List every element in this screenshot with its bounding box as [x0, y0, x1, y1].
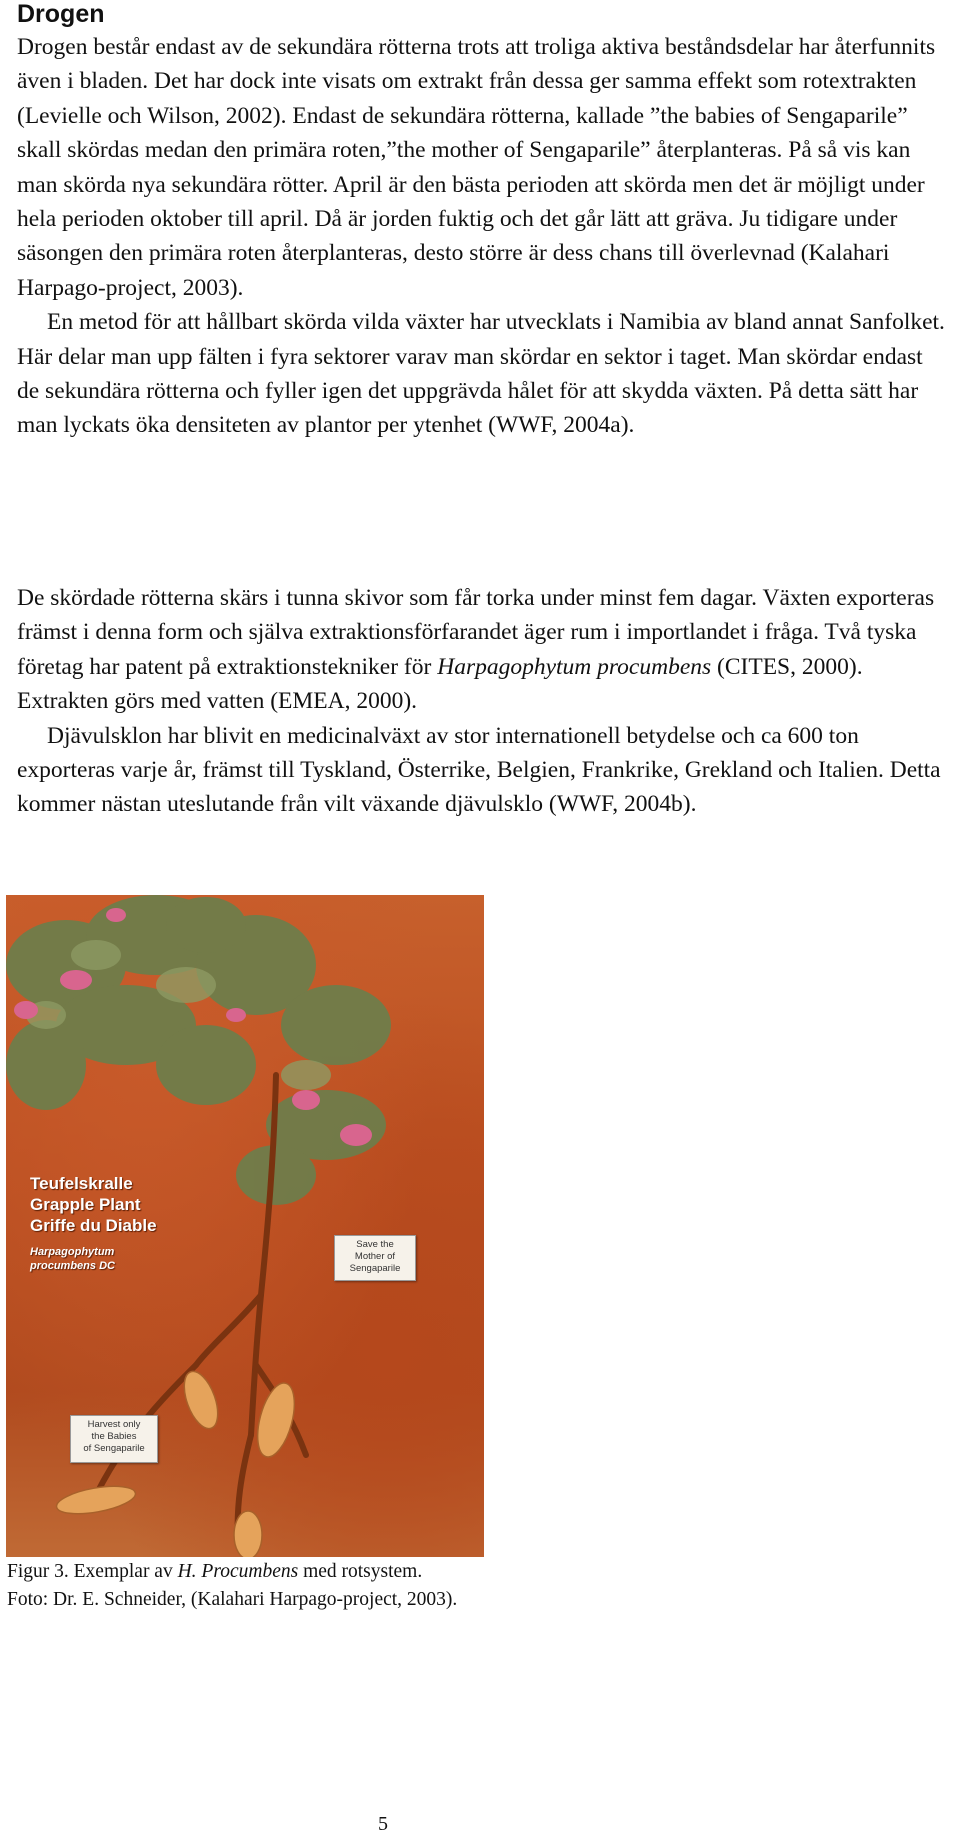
paragraph-text: En metod för att hållbart skörda vilda växter har utvecklats i Namibia av bland annat Sanfolket. Här delar man upp fälten i fyra sektorer varav man skördar en sektor i taget. Man skördar endast de sekundära rötterna och fyller igen det uppgrävda hålet för att skydda växten. På detta sätt har man lyckats öka densiteten av plantor per ytenhet (WWF, 2004a). — [17, 309, 945, 439]
plant-photo — [6, 895, 484, 1557]
caption-line-2: Foto: Dr. E. Schneider, (Kalahari Harpago-project, 2003). — [7, 1589, 458, 1610]
page-number: 5 — [378, 1813, 388, 1835]
caption-species: H. Procumbens — [177, 1561, 299, 1582]
latin-name: Harpagophytum procumbens DC — [30, 1246, 115, 1272]
species-name: Harpagophytum procumbens — [437, 653, 712, 680]
paragraph-text: Drogen består endast av de sekundära rötterna trots att troliga aktiva beståndsdelar har återfunnits även i bladen. Det har dock inte visats om extrakt från dessa ger samma effekt som rotextrakten (Levielle och Wilson, 2002). Endast de sekundära rötterna, kallade ”the babies of Sengaparile” skall skördas medan den primära roten,”the mother of Sengaparile” återplanteras. På så vis kan man skörda nya sekundära rötter. April är den bästa perioden att skörda men det är möjligt under hela perioden oktober till april. Då är jorden fuktig och det går lätt att gräva. Ju tidigare under säsongen den primära roten återplanteras, desto större är dess chans till överlevnad (Kalahari Harpago-project, 2003). — [17, 34, 936, 301]
foliage — [6, 895, 391, 1205]
figure-caption — [7, 1558, 907, 1614]
root-system — [96, 1075, 306, 1545]
paragraph-processing — [17, 581, 947, 822]
tag-harvest-babies: Harvest only the Babies of Sengaparile — [70, 1415, 158, 1463]
paragraph-text: De skördade rötterna skärs i tunna skivor som får torka under minst fem dagar. Växten exporteras främst i denna form och själva extraktionsförfarandet äger rum i importlandet i fråga. Två tyska företag har patent på extraktionstekniker för — [17, 585, 935, 680]
paragraph-text: (CITES, 2000). Extrakten görs med vatten (EMEA, 2000). — [17, 653, 863, 715]
tag-save-mother: Save the Mother of Sengaparile — [334, 1235, 416, 1281]
caption-line-1: Figur 3. Exemplar av H. Procumbens med rotsystem. — [7, 1561, 423, 1582]
common-names: Teufelskralle Grapple Plant Griffe du Diable — [30, 1174, 157, 1235]
paragraph-text: Djävulsklon har blivit en medicinalväxt av stor internationell betydelse och ca 600 ton exporteras varje år, främst till Tyskland, Österrike, Belgien, Frankrike, Grekland och Italien. Detta kommer nästan uteslutande från vilt växande djävulsklo (WWF, 2004b). — [17, 722, 941, 818]
paragraph-harvesting — [17, 30, 947, 443]
section-heading: Drogen — [17, 0, 105, 28]
